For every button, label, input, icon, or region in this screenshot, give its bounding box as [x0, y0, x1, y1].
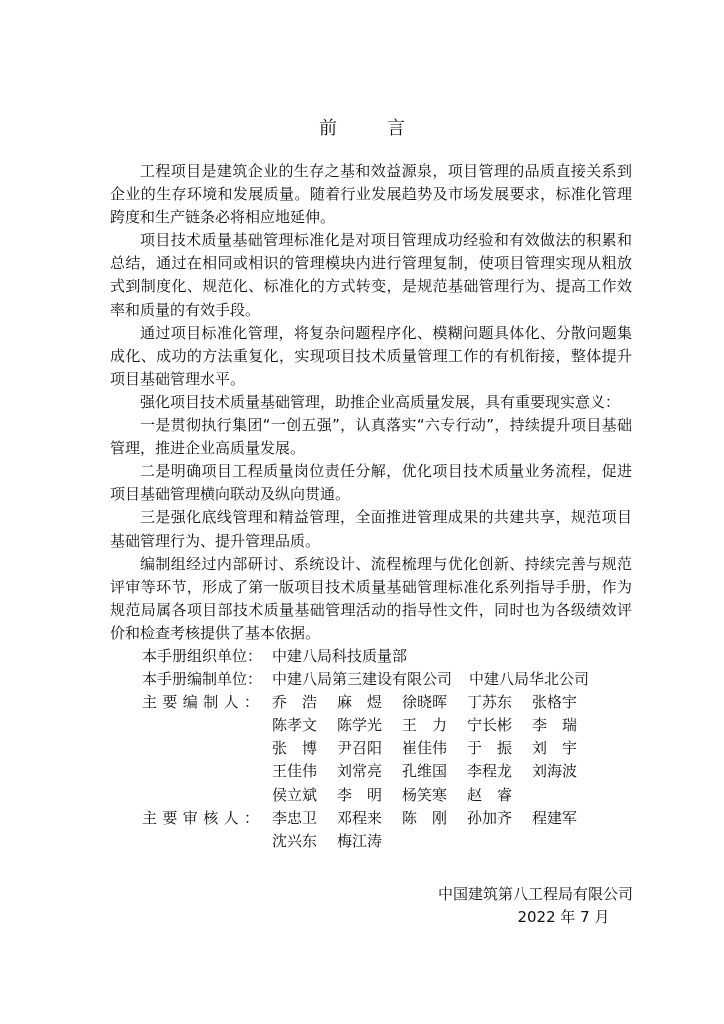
- person-name: 陈孝文: [272, 716, 318, 735]
- editors-label: 主要编制人：: [142, 693, 265, 712]
- person-name: 陈刚: [402, 808, 447, 827]
- person-name: 邓程来: [337, 808, 383, 827]
- compiler-unit: 中建八局华北公司: [469, 670, 590, 689]
- name-row: [272, 830, 597, 853]
- person-name: 李忠卫: [272, 808, 318, 827]
- page-title: 前 言: [319, 118, 421, 139]
- reviewers-list: [272, 807, 597, 853]
- paragraph: 二是明确项目工程质量岗位责任分解，优化项目技术质量业务流程，促进项目基础管理横向联动及纵向贯通。: [110, 462, 632, 504]
- paragraph: 工程项目是建筑企业的生存之基和效益源泉，项目管理的品质直接关系到企业的生存环境和发展质量。随着行业发展趋势及市场发展要求，标准化管理跨度和生产链条必将相应地延伸。: [110, 162, 632, 227]
- publisher-name: 中国建筑第八工程局有限公司: [437, 885, 633, 903]
- name-row: [272, 714, 597, 737]
- name-row: [272, 807, 597, 830]
- organizer-value: 中建八局科技质量部: [272, 646, 408, 665]
- compiler-unit: 中建八局第三建设有限公司: [272, 670, 453, 689]
- person-name: 于振: [467, 739, 512, 758]
- person-name: 宁长彬: [467, 716, 513, 735]
- credits-section: [110, 645, 632, 853]
- person-name: 杨笑寒: [402, 785, 448, 804]
- person-name: 程建军: [532, 808, 578, 827]
- person-name: 孙加齐: [467, 808, 513, 827]
- person-name: 孔维国: [402, 762, 448, 781]
- person-name: 刘宇: [532, 739, 577, 758]
- paragraph: 三是强化底线管理和精益管理，全面推进管理成果的共建共享，规范项目基础管理行为、提升管理品质。: [110, 508, 632, 550]
- person-name: 张格宇: [532, 693, 578, 712]
- signature-block: [438, 883, 633, 929]
- name-row: [272, 760, 597, 783]
- preface-body: [110, 160, 632, 853]
- person-name: 李明: [337, 785, 382, 804]
- name-row: [272, 784, 597, 807]
- paragraph: 强化项目技术质量基础管理，助推企业高质量发展，具有重要现实意义：: [140, 392, 621, 411]
- person-name: 刘海波: [532, 762, 578, 781]
- name-row: [272, 691, 597, 714]
- person-name: 赵睿: [467, 785, 512, 804]
- person-name: 梅江涛: [337, 831, 383, 850]
- person-name: 陈学光: [337, 716, 383, 735]
- paragraph: 项目技术质量基础管理标准化是对项目管理成功经验和有效做法的积累和总结，通过在相同或相识的管理模块内进行管理复制，使项目管理实现从粗放式到制度化、规范化、标准化的方式转变，是规范基础管理行为、提高工作效率和质量的有效手段。: [110, 231, 632, 319]
- organizer-label: 本手册组织单位：: [142, 646, 263, 665]
- paragraph: 编制组经过内部研讨、系统设计、流程梳理与优化创新、持续完善与规范评审等环节，形成了第一版项目技术质量基础管理标准化系列指导手册，作为规范局属各项目部技术质量基础管理活动的指导性文件，同时也为各级绩效评价和检查考核提供了基本依据。: [110, 554, 632, 642]
- person-name: 侯立斌: [272, 785, 318, 804]
- person-name: 乔浩: [272, 693, 317, 712]
- publish-date: 2022 年 7 月: [517, 908, 610, 926]
- organizer-row: [142, 645, 632, 668]
- person-name: 徐晓晖: [402, 693, 448, 712]
- person-name: 崔佳伟: [402, 739, 448, 758]
- compiler-row: [142, 668, 632, 691]
- compiler-label: 本手册编制单位：: [142, 670, 263, 689]
- person-name: 麻煜: [337, 693, 382, 712]
- person-name: 王力: [402, 716, 447, 735]
- person-name: 李瑞: [532, 716, 577, 735]
- person-name: 刘常亮: [337, 762, 383, 781]
- reviewers-row: [142, 807, 632, 853]
- reviewers-label: 主要审核人：: [142, 808, 265, 827]
- person-name: 李程龙: [467, 762, 513, 781]
- person-name: 王佳伟: [272, 762, 318, 781]
- name-row: [272, 737, 597, 760]
- editors-row: [142, 691, 632, 806]
- person-name: 沈兴东: [272, 831, 318, 850]
- person-name: 丁苏东: [467, 693, 513, 712]
- paragraph: 一是贯彻执行集团“一创五强”，认真落实“六专行动”，持续提升项目基础管理，推进企业高质量发展。: [110, 416, 632, 458]
- person-name: 张博: [272, 739, 317, 758]
- compiler-units: [272, 668, 589, 691]
- paragraph: 通过项目标准化管理，将复杂问题程序化、模糊问题具体化、分散问题集成化、成功的方法重复化，实现项目技术质量管理工作的有机衔接，整体提升项目基础管理水平。: [110, 323, 632, 388]
- person-name: 尹召阳: [337, 739, 383, 758]
- editors-list: [272, 691, 597, 806]
